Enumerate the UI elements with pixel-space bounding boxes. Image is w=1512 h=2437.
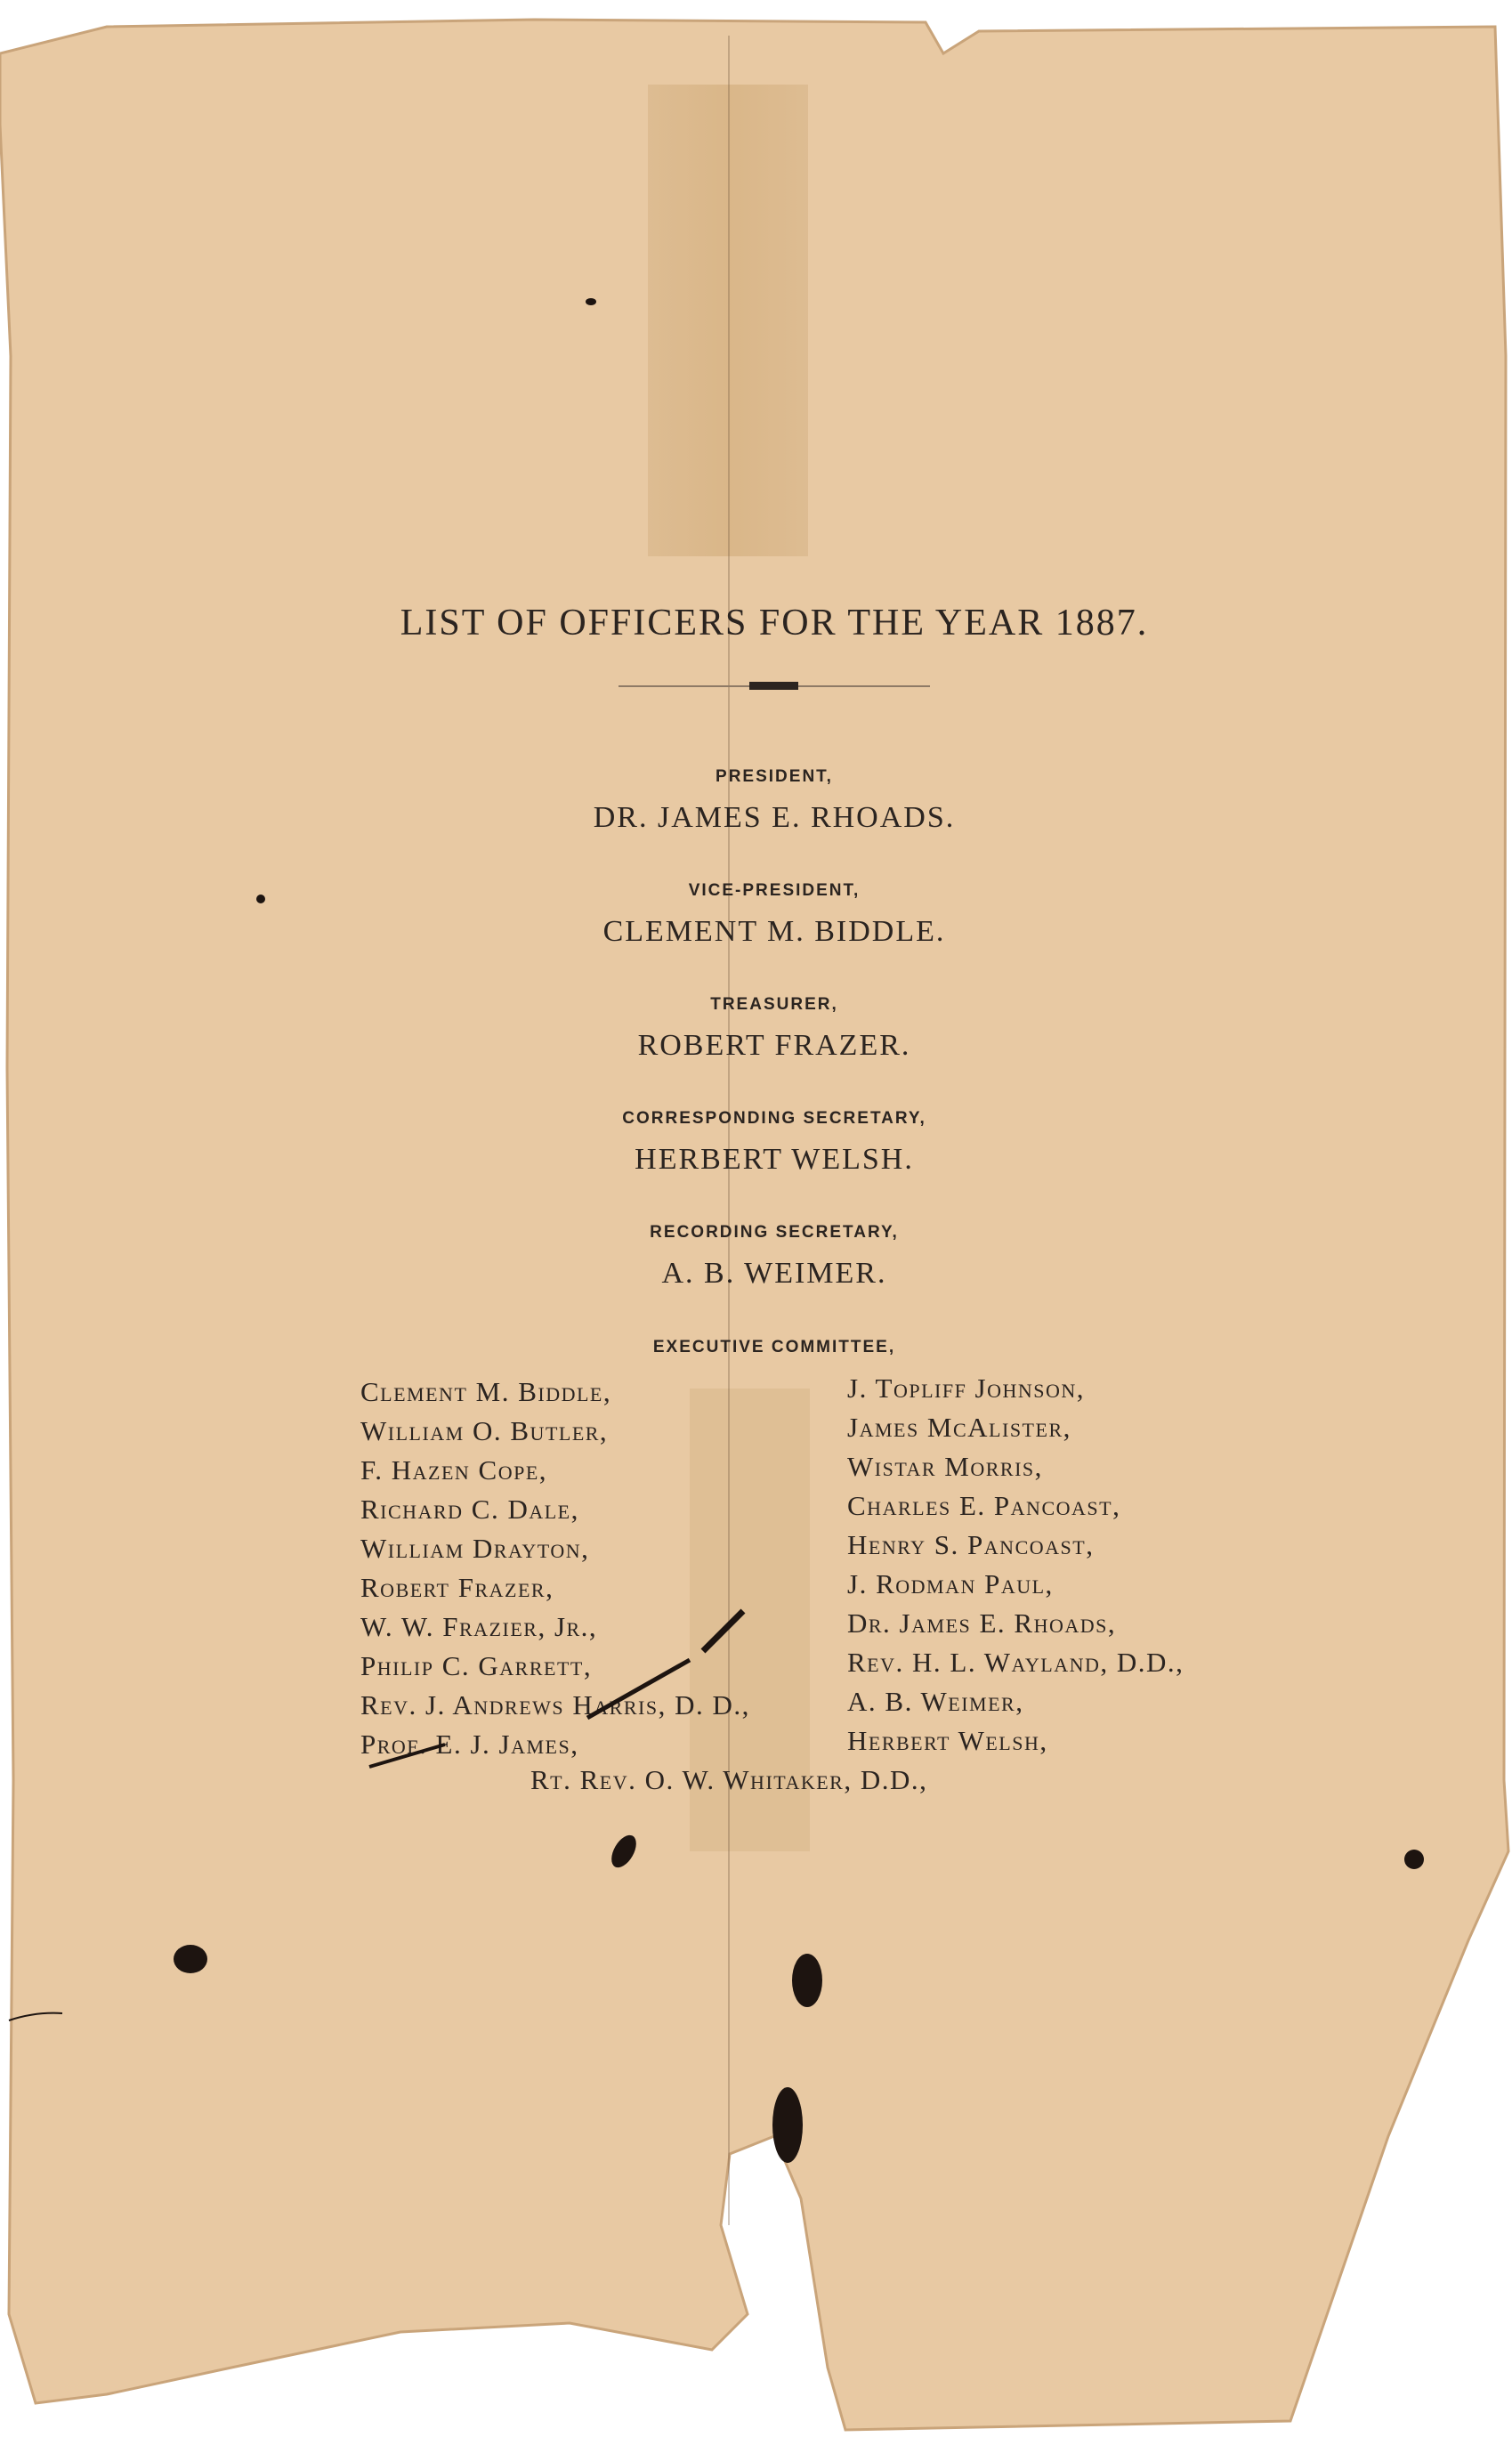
committee-member: Wistar Morris,: [847, 1451, 1043, 1482]
officer-role-corresponding-secretary: CORRESPONDING SECRETARY,: [622, 1109, 926, 1128]
committee-member: J. Rodman Paul,: [847, 1568, 1054, 1599]
officer-role-recording-secretary: RECORDING SECRETARY,: [650, 1223, 899, 1242]
committee-member-last: Rt. Rev. O. W. Whitaker, D.D.,: [530, 1764, 928, 1795]
officer-role-vice-president: VICE-PRESIDENT,: [688, 881, 861, 900]
ink-stain: [586, 298, 596, 305]
committee-member: W. W. Frazier, Jr.,: [360, 1611, 598, 1642]
officer-name-corresponding-secretary: HERBERT WELSH.: [635, 1143, 914, 1176]
document-title: LIST OF OFFICERS FOR THE YEAR 1887.: [400, 603, 1149, 644]
officer-role-president: PRESIDENT,: [716, 767, 833, 786]
committee-member: Robert Frazer,: [360, 1572, 554, 1603]
committee-member: Charles E. Pancoast,: [847, 1490, 1121, 1521]
committee-member: Rev. J. Andrews Harris, D. D.,: [360, 1689, 750, 1720]
ink-stain: [174, 1945, 207, 1973]
officer-name-president: DR. JAMES E. RHOADS.: [593, 801, 956, 834]
committee-member: Dr. James E. Rhoads,: [847, 1607, 1117, 1639]
officer-name-recording-secretary: A. B. WEIMER.: [661, 1257, 887, 1290]
committee-member: William O. Butler,: [360, 1415, 609, 1446]
divider-ornament: [749, 682, 798, 690]
committee-member: Richard C. Dale,: [360, 1494, 579, 1525]
committee-member: Herbert Welsh,: [847, 1725, 1048, 1756]
ink-stain: [1404, 1850, 1424, 1869]
committee-member: Rev. H. L. Wayland, D.D.,: [847, 1647, 1185, 1678]
officer-role-treasurer: TREASURER,: [710, 995, 838, 1014]
committee-member: William Drayton,: [360, 1533, 590, 1564]
committee-member: James McAlister,: [847, 1412, 1071, 1443]
officer-name-vice-president: CLEMENT M. BIDDLE.: [602, 915, 946, 948]
fold-crease: [728, 36, 730, 2225]
committee-member: F. Hazen Cope,: [360, 1454, 548, 1486]
committee-member: J. Topliff Johnson,: [847, 1372, 1086, 1404]
officer-name-treasurer: ROBERT FRAZER.: [637, 1029, 911, 1062]
committee-member: Clement M. Biddle,: [360, 1376, 612, 1407]
ink-stain: [792, 1954, 822, 2007]
executive-committee-heading: EXECUTIVE COMMITTEE,: [652, 1338, 896, 1356]
committee-member: Prof. E. J. James,: [360, 1729, 579, 1760]
committee-member: A. B. Weimer,: [847, 1686, 1024, 1717]
ink-stain: [772, 2087, 803, 2163]
committee-member: Philip C. Garrett,: [360, 1650, 593, 1681]
committee-member: Henry S. Pancoast,: [847, 1529, 1095, 1560]
